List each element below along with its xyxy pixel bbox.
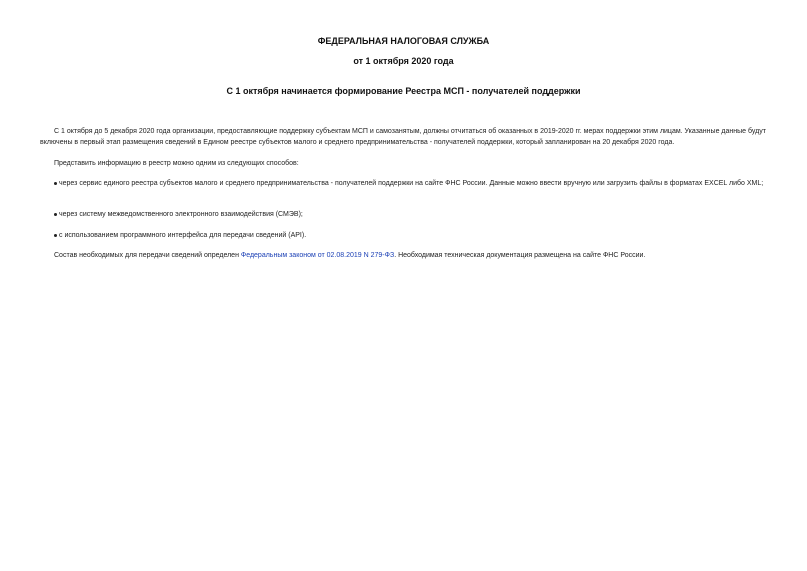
- bullet-icon: [54, 182, 57, 185]
- list-item-text: через систему межведомственного электронного взаимодействия (СМЭВ);: [59, 211, 303, 218]
- paragraph-methods: Представить информацию в реестр можно одним из следующих способов:: [54, 160, 299, 167]
- organization-heading: ФЕДЕРАЛЬНАЯ НАЛОГОВАЯ СЛУЖБА: [317, 36, 490, 46]
- paragraph-law: [54, 250, 770, 261]
- bullet-icon: [54, 234, 57, 237]
- bullet-icon: [54, 213, 57, 216]
- federal-law-link[interactable]: Федеральным законом от 02.08.2019 N 279-ФЗ: [240, 252, 395, 259]
- paragraph-law-text: Состав необходимых для передачи сведений определен: [54, 252, 241, 259]
- paragraph-intro: С 1 октября до 5 декабря 2020 года организации, предоставляющие поддержку субъектам МСП и самозанятым, должны отчитаться об оказанных в 2019-2020 гг. мерах поддержки этим лицам. Указанные данные будут включены в первый этап размещения сведений в Едином реестре субъектов малого и среднего предпринимательства - получателей поддержки, который запланирован на 20 декабря 2020 года.: [40, 128, 766, 146]
- list-item-text: через сервис единого реестра субъектов малого и среднего предпринимательства - получателей поддержки на сайте ФНС России. Данные можно ввести вручную или загрузить файлы в форматах EXCEL либо XML;: [59, 180, 764, 187]
- list-item: [40, 230, 770, 241]
- list-item-text: с использованием программного интерфейса для передачи сведений (API).: [59, 232, 307, 239]
- document-date: от 1 октября 2020 года: [353, 56, 454, 66]
- paragraph-law-tail: . Необходимая техническая документация размещена на сайте ФНС России.: [394, 252, 646, 259]
- document-title: С 1 октября начинается формирование Реестра МСП - получателей поддержки: [226, 86, 581, 96]
- list-item: [40, 178, 770, 189]
- list-item: [40, 209, 770, 220]
